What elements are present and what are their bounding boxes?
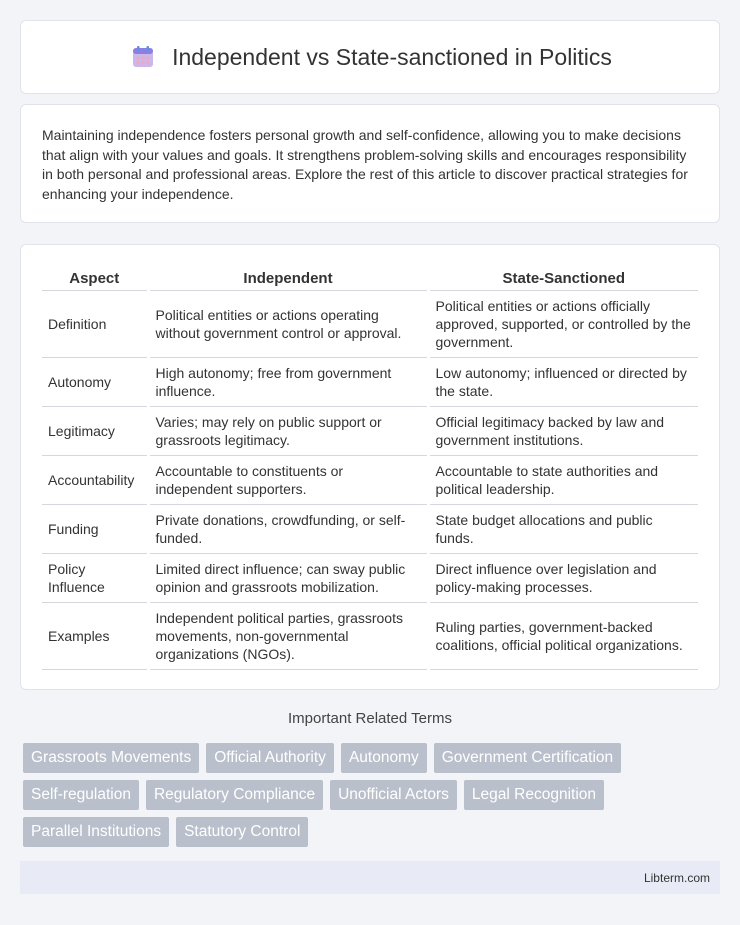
header-aspect: Aspect — [42, 265, 148, 290]
cell-state: Official legitimacy backed by law and government institutions. — [428, 406, 698, 455]
cell-aspect: Policy Influence — [42, 553, 148, 602]
cell-state: Direct influence over legislation and policy-making processes. — [428, 553, 698, 602]
term-tag[interactable]: Autonomy — [341, 743, 427, 773]
term-tag[interactable]: Self-regulation — [23, 780, 139, 810]
table-row — [42, 602, 698, 669]
cell-state: State budget allocations and public funds. — [428, 504, 698, 553]
table-row — [42, 553, 698, 602]
cell-independent: Private donations, crowdfunding, or self-funded. — [148, 504, 428, 553]
cell-aspect: Legitimacy — [42, 406, 148, 455]
cell-independent: Political entities or actions operating without government control or approval. — [148, 290, 428, 357]
cell-aspect: Funding — [42, 504, 148, 553]
cell-independent: Independent political parties, grassroots movements, non-governmental organizations (NGOs). — [148, 602, 428, 669]
cell-state: Ruling parties, government-backed coalitions, official political organizations. — [428, 602, 698, 669]
cell-independent: High autonomy; free from government influence. — [148, 357, 428, 406]
table-row — [42, 455, 698, 504]
related-terms-title: Important Related Terms — [288, 710, 452, 727]
cell-independent: Varies; may rely on public support or grassroots legitimacy. — [148, 406, 428, 455]
footer — [20, 861, 720, 894]
intro-card — [20, 104, 720, 223]
header — [128, 42, 612, 72]
table-row — [42, 290, 698, 357]
cell-state: Political entities or actions officially approved, supported, or controlled by the government. — [428, 290, 698, 357]
term-tag[interactable]: Parallel Institutions — [23, 817, 169, 847]
footer-site-link[interactable]: Libterm.com — [643, 870, 710, 885]
term-tag[interactable]: Unofficial Actors — [330, 780, 457, 810]
cell-aspect: Definition — [42, 290, 148, 357]
page-title: Independent vs State-sanctioned in Politics — [172, 43, 612, 70]
table-row — [42, 357, 698, 406]
cell-independent: Limited direct influence; can sway public opinion and grassroots mobilization. — [148, 553, 428, 602]
cell-aspect: Accountability — [42, 455, 148, 504]
intro-text: Maintaining independence fosters personal growth and self-confidence, allowing you to make decisions that align with your values and goals. It strengthens problem-solving skills and encourages responsibility in both personal and professional areas. Explore the rest of this article to discover practical strategies for enhancing your independence. — [42, 127, 688, 202]
calendar-icon — [128, 42, 158, 72]
term-tag[interactable]: Grassroots Movements — [23, 743, 199, 773]
header-state-sanctioned: State-Sanctioned — [428, 265, 698, 290]
cell-state: Low autonomy; influenced or directed by the state. — [428, 357, 698, 406]
term-tag[interactable]: Regulatory Compliance — [146, 780, 323, 810]
table-header-row — [42, 265, 698, 290]
header-card — [20, 20, 720, 94]
cell-aspect: Examples — [42, 602, 148, 669]
comparison-table — [42, 265, 698, 670]
term-tag[interactable]: Statutory Control — [176, 817, 308, 847]
table-row — [42, 406, 698, 455]
cell-aspect: Autonomy — [42, 357, 148, 406]
cell-independent: Accountable to constituents or independent supporters. — [148, 455, 428, 504]
cell-state: Accountable to state authorities and political leadership. — [428, 455, 698, 504]
term-tag[interactable]: Government Certification — [434, 743, 621, 773]
related-terms-list — [23, 743, 723, 847]
term-tag[interactable]: Official Authority — [206, 743, 334, 773]
term-tag[interactable]: Legal Recognition — [464, 780, 604, 810]
comparison-card — [20, 244, 720, 690]
table-row — [42, 504, 698, 553]
header-independent: Independent — [148, 265, 428, 290]
